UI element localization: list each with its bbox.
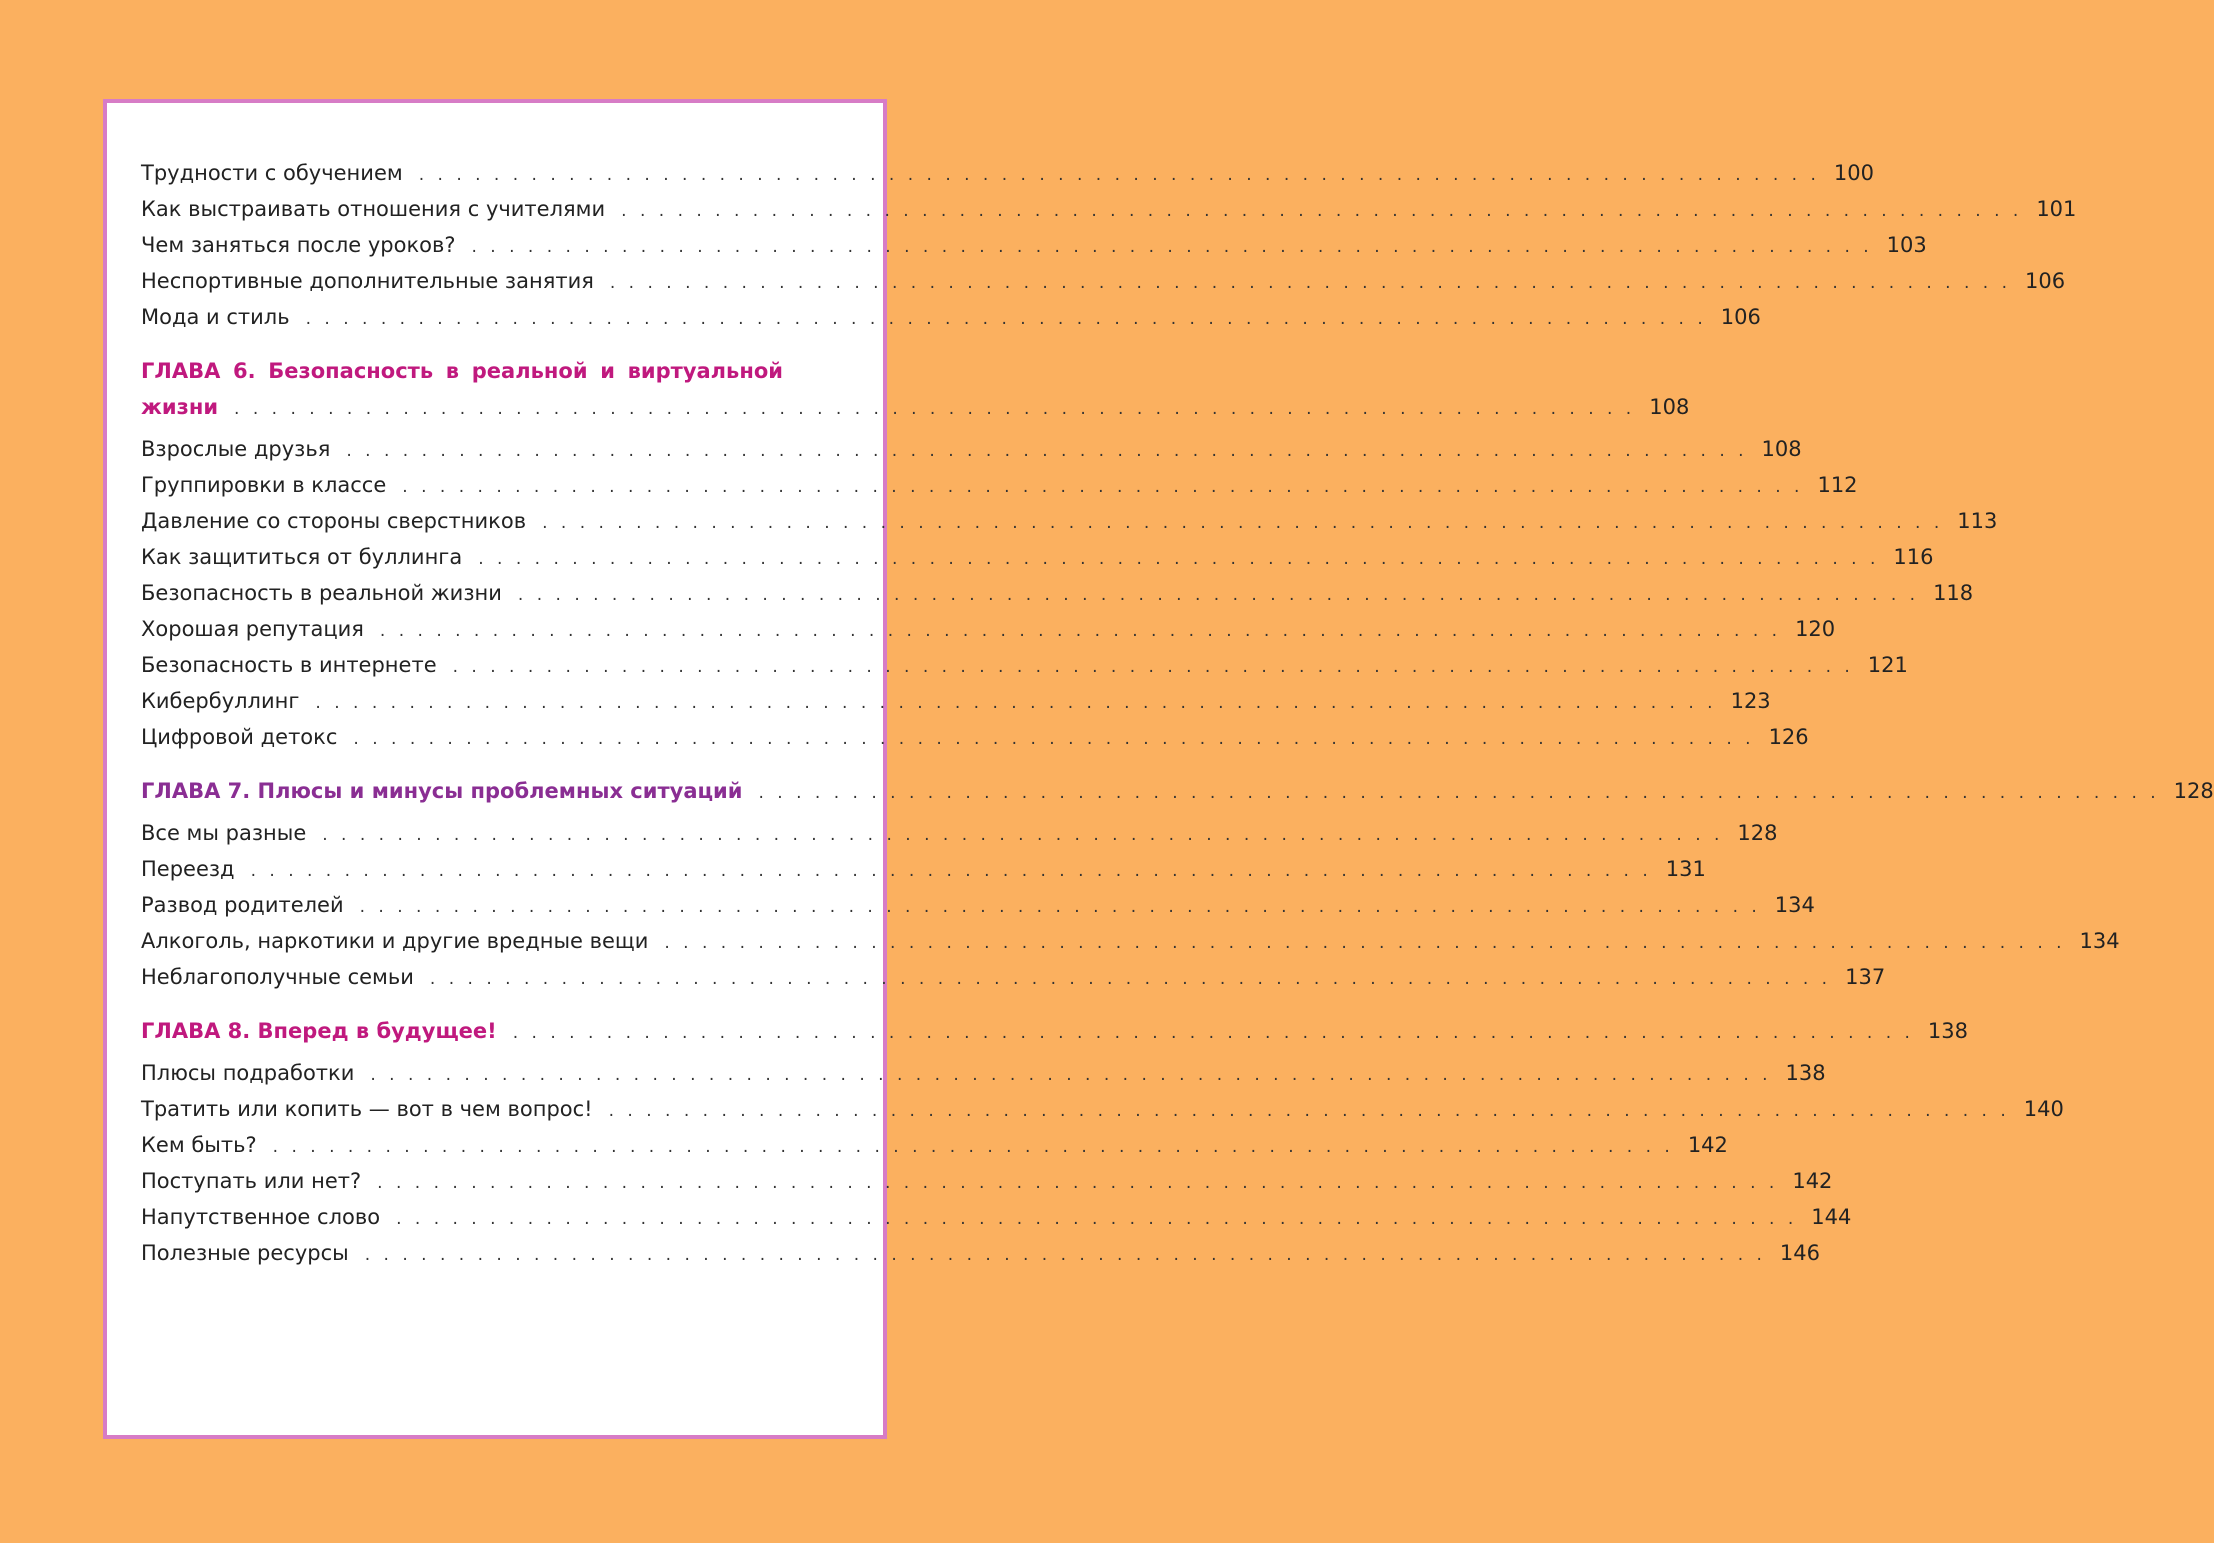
dot-leader: . . . . . . . . . . . . . . . . . . . . . . . . . . . . . . . . . . . . . . . . . . . . . . . . . . . . . . . . . . . . . . . . . . . . . . . . . . . — [370, 1065, 1772, 1085]
toc-entry[interactable] — [141, 577, 1974, 609]
chapter-8-heading[interactable] — [141, 1015, 1968, 1047]
toc-entry[interactable] — [141, 157, 1874, 189]
toc-entry[interactable] — [141, 961, 1886, 993]
toc-entry[interactable] — [141, 469, 1858, 501]
toc-page — [103, 99, 2214, 1439]
dot-leader: . . . . . . . . . . . . . . . . . . . . . . . . . . . . . . . . . . . . . . . . . . . . . . . . . . . . . . . . . . . . . . . . . . . . . . . . . . . — [758, 783, 2160, 803]
dot-leader: . . . . . . . . . . . . . . . . . . . . . . . . . . . . . . . . . . . . . . . . . . . . . . . . . . . . . . . . . . . . . . . . . . . . . . . . . . . — [542, 513, 1944, 533]
toc-entry-title: Чем заняться после уроков? — [141, 233, 456, 257]
dot-leader: . . . . . . . . . . . . . . . . . . . . . . . . . . . . . . . . . . . . . . . . . . . . . . . . . . . . . . . . . . . . . . . . . . . . . . . . . . . — [305, 309, 1707, 329]
toc-entry-page: 123 — [1730, 689, 1771, 713]
toc-entry[interactable] — [141, 1057, 1826, 1089]
chapter-6-heading[interactable] — [141, 391, 1690, 423]
toc-entry-page: 106 — [2025, 269, 2066, 293]
toc-entry[interactable] — [141, 613, 1836, 645]
toc-entry-page: 113 — [1957, 509, 1998, 533]
toc-entry[interactable] — [141, 685, 1771, 717]
toc-entry[interactable] — [141, 193, 2077, 225]
toc-entry-page: 121 — [1867, 653, 1908, 677]
toc-entry[interactable] — [141, 541, 1934, 573]
toc-entry-page: 137 — [1845, 965, 1886, 989]
chapter-7-page: 128 — [2173, 779, 2214, 803]
toc-entry-title: Поступать или нет? — [141, 1169, 362, 1193]
toc-entry-page: 144 — [1811, 1205, 1852, 1229]
toc-entry[interactable] — [141, 265, 2066, 297]
toc-entry-title: Полезные ресурсы — [141, 1241, 349, 1265]
toc-entry-page: 142 — [1792, 1169, 1833, 1193]
dot-leader: . . . . . . . . . . . . . . . . . . . . . . . . . . . . . . . . . . . . . . . . . . . . . . . . . . . . . . . . . . . . . . . . . . . . . . . . . . . — [429, 969, 1832, 989]
toc-entry-page: 120 — [1795, 617, 1836, 641]
toc-entry[interactable] — [141, 889, 1815, 921]
toc-entry[interactable] — [141, 1237, 1820, 1269]
toc-entry-title: Неспортивные дополнительные занятия — [141, 269, 594, 293]
toc-entry[interactable] — [141, 925, 2120, 957]
dot-leader: . . . . . . . . . . . . . . . . . . . . . . . . . . . . . . . . . . . . . . . . . . . . . . . . . . . . . . . . . . . . . . . . . . . . . . . . . . . — [353, 729, 1755, 749]
toc-entry-page: 116 — [1893, 545, 1934, 569]
toc-entry[interactable] — [141, 1093, 2064, 1125]
toc-entry-page: 103 — [1886, 233, 1927, 257]
chapter-8-page: 138 — [1927, 1019, 1968, 1043]
toc-entry-page: 101 — [2036, 197, 2077, 221]
toc-entry-title: Напутственное слово — [141, 1205, 381, 1229]
toc-entry-page: 138 — [1785, 1061, 1826, 1085]
dot-leader: . . . . . . . . . . . . . . . . . . . . . . . . . . . . . . . . . . . . . . . . . . . . . . . . . . . . . . . . . . . . . . . . . . . . . . . . . . . — [471, 237, 1873, 257]
toc-entry[interactable] — [141, 229, 1927, 261]
dot-leader: . . . . . . . . . . . . . . . . . . . . . . . . . . . . . . . . . . . . . . . . . . . . . . . . . . . . . . . . . . . . . . . . . . . . . . . . . . . — [250, 861, 1652, 881]
toc-entry-title: Кибербуллинг — [141, 689, 300, 713]
toc-entry-page: 112 — [1817, 473, 1858, 497]
dot-leader: . . . . . . . . . . . . . . . . . . . . . . . . . . . . . . . . . . . . . . . . . . . . . . . . . . . . . . . . . . . . . . . . . . . . . . . . . . . — [234, 399, 1636, 419]
toc-entry-page: 146 — [1779, 1241, 1820, 1265]
toc-entry-title: Как выстраивать отношения с учителями — [141, 197, 606, 221]
dot-leader: . . . . . . . . . . . . . . . . . . . . . . . . . . . . . . . . . . . . . . . . . . . . . . . . . . . . . . . . . . . . . . . . . . . . . . . . . . . — [396, 1209, 1798, 1229]
toc-entry[interactable] — [141, 817, 1778, 849]
toc-entry-page: 142 — [1687, 1133, 1728, 1157]
chapter-6-page: 108 — [1649, 395, 1690, 419]
toc-entry-title: Алкоголь, наркотики и другие вредные вещи — [141, 929, 649, 953]
dot-leader: . . . . . . . . . . . . . . . . . . . . . . . . . . . . . . . . . . . . . . . . . . . . . . . . . . . . . . . . . . . . . . . . . . . . . . . . . . . — [402, 477, 1804, 497]
toc-entry-title: Цифровой детокс — [141, 725, 338, 749]
toc-entry[interactable] — [141, 301, 1761, 333]
toc-entry-title: Трудности с обучением — [141, 161, 403, 185]
toc-entry-title: Неблагополучные семьи — [141, 965, 414, 989]
toc-entry[interactable] — [141, 1165, 1833, 1197]
toc-entry-title: Переезд — [141, 857, 235, 881]
toc-entry-title: Мода и стиль — [141, 305, 290, 329]
dot-leader: . . . . . . . . . . . . . . . . . . . . . . . . . . . . . . . . . . . . . . . . . . . . . . . . . . . . . . . . . . . . . . . . . . . . . . . . . . . — [418, 165, 1820, 185]
dot-leader: . . . . . . . . . . . . . . . . . . . . . . . . . . . . . . . . . . . . . . . . . . . . . . . . . . . . . . . . . . . . . . . . . . . . . . . . . . . — [346, 441, 1748, 461]
toc-entry-title: Давление со стороны сверстников — [141, 509, 527, 533]
toc-entry-page: 108 — [1761, 437, 1802, 461]
dot-leader: . . . . . . . . . . . . . . . . . . . . . . . . . . . . . . . . . . . . . . . . . . . . . . . . . . . . . . . . . . . . . . . . . . . . . . . . . . . — [608, 1101, 2010, 1121]
toc-entry-title: Безопасность в реальной жизни — [141, 581, 502, 605]
toc-entry[interactable] — [141, 1201, 1852, 1233]
chapter-7-title: ГЛАВА 7. Плюсы и минусы проблемных ситуаций — [141, 779, 743, 803]
chapter-6-heading-line1[interactable]: ГЛАВА 6. Безопасность в реальной и виртуальной — [141, 359, 783, 383]
toc-entry-title: Взрослые друзья — [141, 437, 331, 461]
dot-leader: . . . . . . . . . . . . . . . . . . . . . . . . . . . . . . . . . . . . . . . . . . . . . . . . . . . . . . . . . . . . . . . . . . . . . . . . . . . — [322, 825, 1724, 845]
toc-entry-page: 134 — [2079, 929, 2120, 953]
chapter-7-heading[interactable] — [141, 775, 2214, 807]
toc-entry-title: Группировки в классе — [141, 473, 387, 497]
chapter-8-title: ГЛАВА 8. Вперед в будущее! — [141, 1019, 497, 1043]
toc-entry[interactable] — [141, 1129, 1728, 1161]
toc-entry-page: 126 — [1768, 725, 1809, 749]
toc-entry[interactable] — [141, 853, 1706, 885]
toc-entry-page: 140 — [2023, 1097, 2064, 1121]
toc-entry-title: Хорошая репутация — [141, 617, 364, 641]
toc-entry-page: 131 — [1665, 857, 1706, 881]
dot-leader: . . . . . . . . . . . . . . . . . . . . . . . . . . . . . . . . . . . . . . . . . . . . . . . . . . . . . . . . . . . . . . . . . . . . . . . . . . . — [512, 1023, 1914, 1043]
dot-leader: . . . . . . . . . . . . . . . . . . . . . . . . . . . . . . . . . . . . . . . . . . . . . . . . . . . . . . . . . . . . . . . . . . . . . . . . . . . — [364, 1245, 1766, 1265]
dot-leader: . . . . . . . . . . . . . . . . . . . . . . . . . . . . . . . . . . . . . . . . . . . . . . . . . . . . . . . . . . . . . . . . . . . . . . . . . . . — [359, 897, 1761, 917]
toc-entry-title: Кем быть? — [141, 1133, 257, 1157]
toc-entry-title: Как защититься от буллинга — [141, 545, 463, 569]
dot-leader: . . . . . . . . . . . . . . . . . . . . . . . . . . . . . . . . . . . . . . . . . . . . . . . . . . . . . . . . . . . . . . . . . . . . . . . . . . . — [517, 585, 1920, 605]
toc-entry-title: Безопасность в интернете — [141, 653, 437, 677]
toc-entry-title: Тратить или копить — вот в чем вопрос! — [141, 1097, 593, 1121]
toc-entry-page: 100 — [1833, 161, 1874, 185]
toc-entry[interactable] — [141, 721, 1809, 753]
dot-leader: . . . . . . . . . . . . . . . . . . . . . . . . . . . . . . . . . . . . . . . . . . . . . . . . . . . . . . . . . . . . . . . . . . . . . . . . . . . — [315, 693, 1717, 713]
dot-leader: . . . . . . . . . . . . . . . . . . . . . . . . . . . . . . . . . . . . . . . . . . . . . . . . . . . . . . . . . . . . . . . . . . . . . . . . . . . — [609, 273, 2012, 293]
toc-entry[interactable] — [141, 433, 1802, 465]
toc-entry-page: 118 — [1933, 581, 1974, 605]
dot-leader: . . . . . . . . . . . . . . . . . . . . . . . . . . . . . . . . . . . . . . . . . . . . . . . . . . . . . . . . . . . . . . . . . . . . . . . . . . . — [621, 201, 2023, 221]
dot-leader: . . . . . . . . . . . . . . . . . . . . . . . . . . . . . . . . . . . . . . . . . . . . . . . . . . . . . . . . . . . . . . . . . . . . . . . . . . . — [664, 933, 2066, 953]
dot-leader: . . . . . . . . . . . . . . . . . . . . . . . . . . . . . . . . . . . . . . . . . . . . . . . . . . . . . . . . . . . . . . . . . . . . . . . . . . . — [452, 657, 1854, 677]
toc-entry-title: Плюсы подработки — [141, 1061, 355, 1085]
toc-entry-title: Все мы разные — [141, 821, 307, 845]
dot-leader: . . . . . . . . . . . . . . . . . . . . . . . . . . . . . . . . . . . . . . . . . . . . . . . . . . . . . . . . . . . . . . . . . . . . . . . . . . . — [478, 549, 1880, 569]
dot-leader: . . . . . . . . . . . . . . . . . . . . . . . . . . . . . . . . . . . . . . . . . . . . . . . . . . . . . . . . . . . . . . . . . . . . . . . . . . . — [272, 1137, 1674, 1157]
toc-entry-page: 128 — [1737, 821, 1778, 845]
toc-entry-page: 134 — [1774, 893, 1815, 917]
toc-entry-title: Развод родителей — [141, 893, 344, 917]
toc-entry-page: 106 — [1720, 305, 1761, 329]
toc-entry[interactable] — [141, 505, 1998, 537]
toc-entry[interactable] — [141, 649, 1908, 681]
dot-leader: . . . . . . . . . . . . . . . . . . . . . . . . . . . . . . . . . . . . . . . . . . . . . . . . . . . . . . . . . . . . . . . . . . . . . . . . . . . — [377, 1173, 1779, 1193]
chapter-6-heading-line2: жизни — [141, 395, 219, 419]
dot-leader: . . . . . . . . . . . . . . . . . . . . . . . . . . . . . . . . . . . . . . . . . . . . . . . . . . . . . . . . . . . . . . . . . . . . . . . . . . . — [379, 621, 1782, 641]
